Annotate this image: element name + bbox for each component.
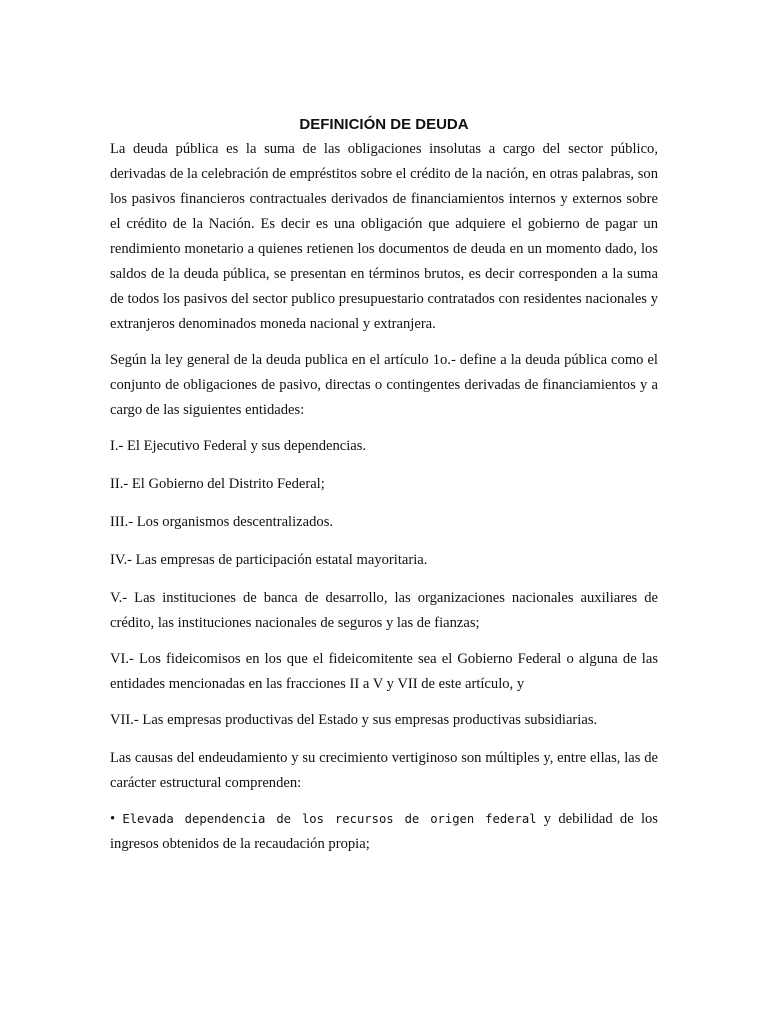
list-item-ii: II.- El Gobierno del Distrito Federal; <box>110 476 325 492</box>
document-title: DEFINICIÓN DE DEUDA <box>299 116 469 133</box>
list-item-v: V.- Las instituciones de banca de desarrollo, las organizaciones nacionales auxiliares de crédito, las instituciones nacionales de seguros y las de fianzas; <box>110 590 658 631</box>
document-page <box>110 114 658 868</box>
list-item-vii: VII.- Las empresas productivas del Estado y sus empresas productivas subsidiarias. <box>110 712 598 728</box>
bullet-rest-text: y debilidad de los ingresos obtenidos de la recaudación propia; <box>110 811 658 852</box>
list-item-i: I.- El Ejecutivo Federal y sus dependencias. <box>110 438 367 454</box>
paragraph-ley-general: Según la ley general de la deuda publica en el artículo 1o.- define a la deuda pública como el conjunto de obligaciones de pasivo, directas o contingentes derivadas de financiamientos y a cargo de las siguientes entidades: <box>110 352 658 418</box>
list-item-iii: III.- Los organismos descentralizados. <box>110 514 334 530</box>
bullet-marker: • <box>110 811 116 827</box>
list-item-vi: VI.- Los fideicomisos en los que el fideicomitente sea el Gobierno Federal o alguna de las entidades mencionadas en las fracciones II a V y VII de este artículo, y <box>110 651 658 692</box>
bullet-lead-text: Elevada dependencia de los recursos de origen federal <box>122 812 537 826</box>
bullet-item <box>110 807 658 857</box>
paragraph-causes: Las causas del endeudamiento y su crecimiento vertiginoso son múltiples y, entre ellas, las de carácter estructural comprenden: <box>110 750 658 791</box>
list-item-iv: IV.- Las empresas de participación estatal mayoritaria. <box>110 552 428 568</box>
paragraph-definition: La deuda pública es la suma de las obligaciones insolutas a cargo del sector público, derivadas de la celebración de empréstitos sobre el crédito de la nación, en otras palabras, son los pasivos financieros contractuales derivados de financiamientos internos y externos sobre el crédito de la Nación. Es decir es una obligación que adquiere el gobierno de pagar un rendimiento monetario a quienes retienen los documentos de deuda en un momento dado, los saldos de la deuda pública, se presentan en términos brutos, es decir corresponden a la suma de todos los pasivos del sector publico presupuestario contratados con residentes nacionales y extranjeros denominados moneda nacional y extranjera. <box>110 141 658 332</box>
